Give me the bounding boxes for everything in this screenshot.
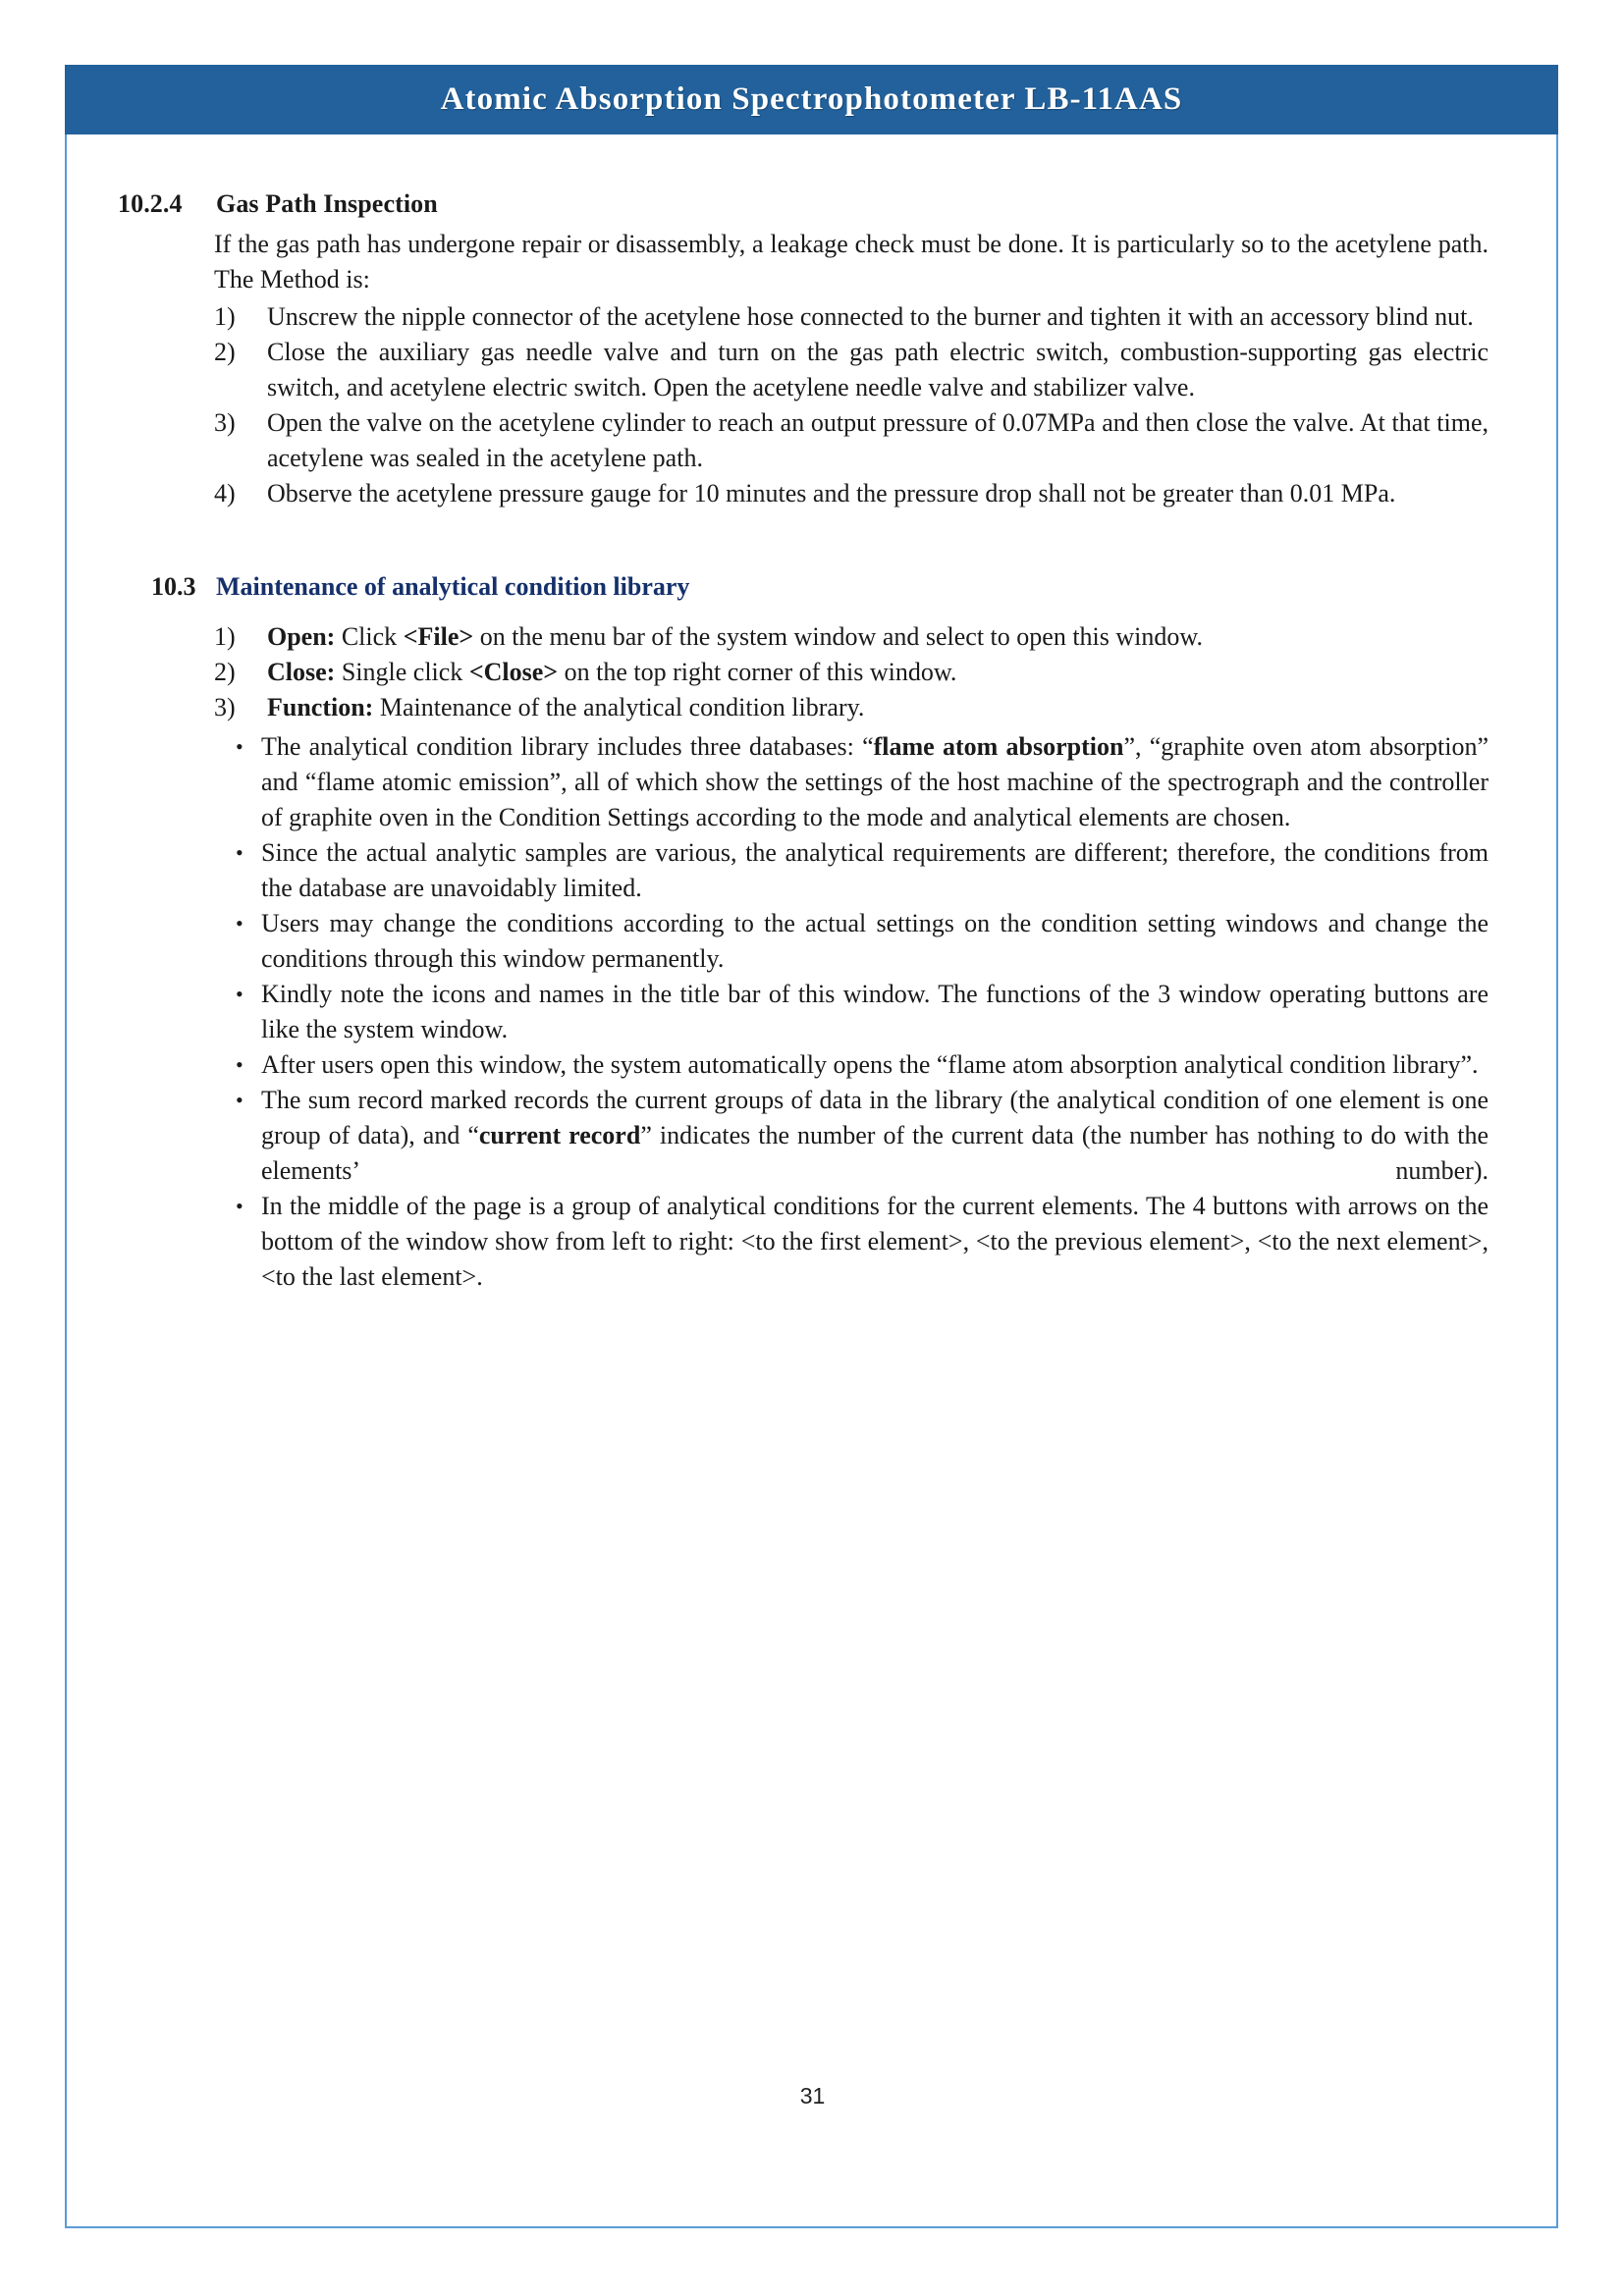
text-bold: flame atom absorption xyxy=(873,732,1124,761)
list-text-before: Single click xyxy=(335,658,469,686)
list-text xyxy=(261,1083,1489,1189)
text-part: ”, “graphite oven atom absorption” and “flame atomic emission”, all of which show the settings of the host machine of the spectrograph and the controller of graphite oven in the Condition Settings according to the mode and analytical elements are chosen. xyxy=(261,732,1489,831)
list-text-after: on the top right corner of this window. xyxy=(558,658,957,686)
list-text xyxy=(261,835,1489,906)
list-text: Observe the acetylene pressure gauge for 10 minutes and the pressure drop shall not be greater than 0.01 MPa. xyxy=(267,479,1396,507)
list-text xyxy=(261,906,1489,977)
list-item xyxy=(196,906,1489,977)
text-part: Since the actual analytic samples are various, the analytical requirements are different; therefore, the conditions from the database are unavoidably limited. xyxy=(261,838,1489,902)
list-text-before: Maintenance of the analytical condition library. xyxy=(373,693,865,721)
list-marker: 3) xyxy=(214,408,236,437)
text-part: The analytical condition library includes three databases: “ xyxy=(261,732,874,761)
page-header-title: Atomic Absorption Spectrophotometer LB-11AAS xyxy=(440,81,1183,117)
bullet-icon: • xyxy=(236,840,244,865)
text-part: Users may change the conditions according to the actual settings on the condition setting windows and change the conditions through this window permanently. xyxy=(261,909,1489,973)
list-text: Unscrew the nipple connector of the acetylene hose connected to the burner and tighten it with an accessory blind nut. xyxy=(267,302,1474,331)
list-marker: 1) xyxy=(214,302,236,331)
document-page xyxy=(65,65,1558,2228)
list-text xyxy=(261,977,1489,1047)
list-text xyxy=(261,1047,1489,1083)
page-number: 31 xyxy=(799,2083,826,2109)
list-item xyxy=(214,476,1489,511)
page-header-band xyxy=(65,65,1558,134)
list-item xyxy=(196,729,1489,835)
bullet-icon: • xyxy=(236,911,244,935)
bullet-icon: • xyxy=(236,982,244,1006)
bullet-icon: • xyxy=(236,734,244,759)
text-part: Kindly note the icons and names in the title bar of this window. The functions of the 3 window operating buttons are like the system window. xyxy=(261,980,1489,1043)
text-part: In the middle of the page is a group of analytical conditions for the current elements. The 4 buttons with arrows on the bottom of the window show from left to right: <to the first element>, <to the previous element>, <to the next element>, <to the last element>. xyxy=(261,1192,1489,1291)
list-item xyxy=(214,299,1489,335)
text-bold: current record xyxy=(478,1121,641,1149)
list-text xyxy=(267,655,1489,690)
bullet-icon: • xyxy=(236,1194,244,1218)
heading-10-2-4-number: 10.2.4 xyxy=(118,189,183,218)
list-item xyxy=(214,335,1489,405)
text-part: The sum record marked records the current groups of data in the library (the analytical condition of one element is one group of data), and “ xyxy=(261,1086,1489,1149)
list-marker: 1) xyxy=(214,622,236,651)
bullet-icon: • xyxy=(236,1088,244,1112)
list-gas-path-steps xyxy=(214,299,1489,511)
heading-10-2-4 xyxy=(118,189,1492,219)
bullet-icon: • xyxy=(236,1052,244,1077)
list-item xyxy=(196,835,1489,906)
heading-10-3-title: Maintenance of analytical condition library xyxy=(216,572,690,601)
list-text-lead: Function: xyxy=(267,693,374,721)
list-text-after: on the menu bar of the system window and select to open this window. xyxy=(473,622,1203,651)
list-text-emphasis: <File> xyxy=(403,622,474,651)
list-text xyxy=(267,619,1489,655)
list-text xyxy=(261,729,1489,835)
list-text-before: Click xyxy=(335,622,404,651)
list-function-bullets xyxy=(196,729,1489,1295)
heading-10-2-4-title: Gas Path Inspection xyxy=(216,189,438,218)
heading-10-3-number: 10.3 xyxy=(151,572,196,601)
list-maintenance-steps xyxy=(214,619,1489,725)
paragraph-gas-path-intro: If the gas path has undergone repair or disassembly, a leakage check must be done. It is particularly so to the acetylene path. The Method is: xyxy=(214,230,1489,294)
list-item xyxy=(196,1047,1489,1083)
list-item xyxy=(214,655,1489,690)
list-item xyxy=(196,1189,1489,1295)
page-content xyxy=(67,136,1558,2228)
list-marker: 4) xyxy=(214,479,236,507)
list-marker: 3) xyxy=(214,693,236,721)
list-text: Open the valve on the acetylene cylinder to reach an output pressure of 0.07MPa and then close the valve. At that time, acetylene was sealed in the acetylene path. xyxy=(267,408,1489,472)
text-part: After users open this window, the system automatically opens the “flame atom absorption analytical condition library”. xyxy=(261,1050,1479,1079)
list-marker: 2) xyxy=(214,338,236,366)
list-item xyxy=(214,405,1489,476)
heading-10-3 xyxy=(86,572,1461,602)
list-text-emphasis: <Close> xyxy=(468,658,559,686)
list-text-lead: Close: xyxy=(267,658,336,686)
text-part: ” indicates the number of the current data (the number has nothing to do with the elements’ number). xyxy=(261,1121,1489,1185)
list-text xyxy=(261,1189,1489,1295)
list-text xyxy=(267,690,1489,725)
list-item xyxy=(214,690,1489,725)
list-marker: 2) xyxy=(214,658,236,686)
list-text-lead: Open: xyxy=(267,622,336,651)
list-item xyxy=(196,1083,1489,1189)
list-text: Close the auxiliary gas needle valve and turn on the gas path electric switch, combustion-supporting gas electric switch, and acetylene electric switch. Open the acetylene needle valve and stabilizer valve. xyxy=(267,338,1489,401)
list-item xyxy=(214,619,1489,655)
list-item xyxy=(196,977,1489,1047)
